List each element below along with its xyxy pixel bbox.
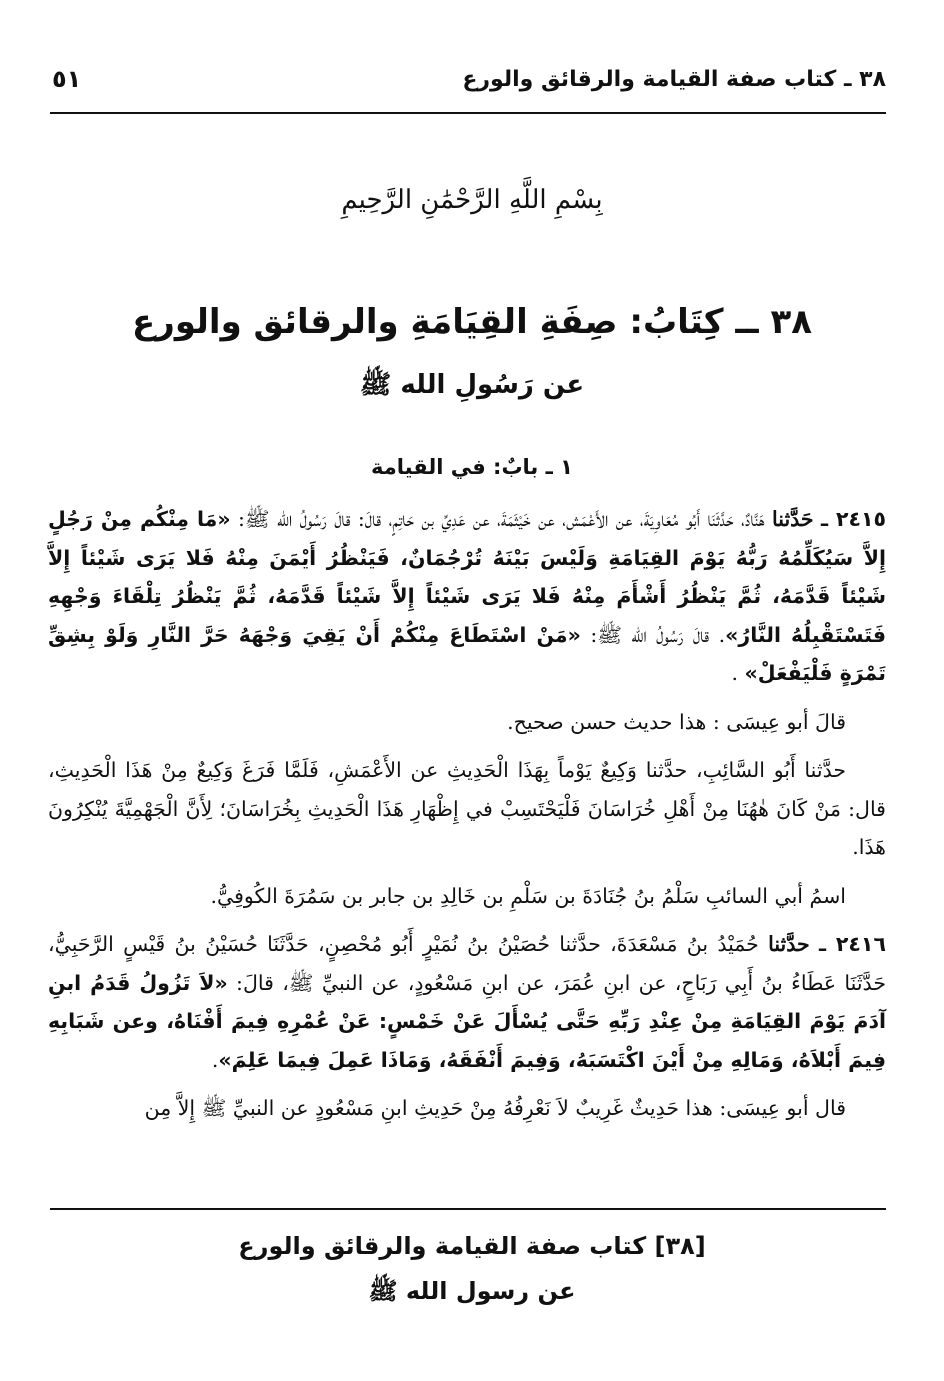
chapter-heading: ١ ـ بابٌ: في القيامة [371,455,573,479]
footer-title: [٣٨] كتاب صفة القيامة والرقائق والورع [238,1232,706,1260]
hadith-end: . [211,1047,219,1072]
book-title: ٣٨ ــ كِتَابُ: صِفَةِ القِيَامَةِ والرقائق والورع [132,302,812,342]
hadith-2415 [48,500,886,693]
hadith-isnad: هَنَّادٌ، حَدَّثَنَا أَبُو مُعَاوِيَةَ، عن الأَعْمَش، عن خَيْثَمَةَ، عن عَدِيِّ بن حَاتِمٍ، قالَ: قالَ رَسُولُ الله ﷺ: [230,507,773,531]
haddathana-word: حدَّثنا [768,932,810,956]
hadith-matn: «لاَ تَزُولُ قَدَمُ ابنِ آدَمَ يَوْمَ القِيَامَةِ مِنْ عِنْدِ رَبِّهِ حَتَّى يُسْأَلَ عَنْ خَمْسٍ: عَنْ عُمْرِهِ فِيمَ أَفْنَاهُ، وعن شَبَابِهِ فِيمَ أَبْلاَهُ، وَمَالِهِ مِنْ أَيْنَ اكْتَسَبَهُ، وَفِيمَ أَنْفَقَهُ، وَمَاذَا عَمِلَ فِيمَا عَلِمَ» [48,970,886,1072]
footer-rule [50,1208,886,1210]
running-header [52,62,886,96]
header-rule [50,112,886,114]
tirmidhi-comment-2415: قالَ أبو عِيسَى : هذا حديث حسن صحيح. [507,709,846,734]
basmala: بِسْمِ اللَّهِ الرَّحْمَٰنِ الرَّحِيمِ [341,185,603,215]
hadith-2416 [48,925,886,1079]
book-subtitle: عن رَسُولِ الله ﷺ [359,370,585,400]
hadith-matn-second: «مَنْ اسْتَطَاعَ مِنْكُمْ أَنْ يَقِيَ وَجْهَهُ حَرَّ النَّارِ وَلَوْ بِشِقِّ تَمْرَةٍ فَلْيَفْعَلْ» [48,622,886,685]
hadith-matn: «مَا مِنْكُم مِنْ رَجُلٍ إِلاَّ سَيُكَلِّمُهُ رَبُّهُ يَوْمَ القِيَامَةِ وَلَيْسَ بَيْنَهُ تُرْجُمَانٌ، فَيَنْظُرُ أَيْمَنَ مِنْهُ فَلا يَرَى شَيْئاً إِلاَّ شَيْئاً قَدَّمَهُ، ثُمَّ يَنْظُرُ أَشْأَمَ مِنْهُ فَلا يَرَى شَيْئاً إِلاَّ شَيْئاً قَدَّمَهُ، ثُمَّ يَنْظُرُ تِلْقَاءَ وَجْهِهِ فَتَسْتَقْبِلُهُ النَّارُ» [48,507,886,647]
hadith-end: . [731,661,745,685]
haddathana-word: حَدَّثنا [772,507,814,531]
hadith-connector: . قالَ رَسُولُ الله ﷺ: [580,622,726,647]
narrator-name-note: اسمُ أبي السائبِ سَلْمُ بنُ جُنَادَةَ بن سَلْمِ بن خَالِدِ بن جابر بن سَمُرَةَ الكُوفِيُّ. [210,883,846,908]
hadith-number: ٢٤١٥ ـ [820,507,886,531]
hadith-number: ٢٤١٦ ـ [818,932,886,956]
footer-subtitle: عن رسول الله ﷺ [368,1277,576,1305]
addendum-narration: حدَّثنا أَبُو السَّائِبِ، حدَّثنا وَكِيعٌ يَوْماً بِهَذَا الْحَدِيثِ عن الأَعْمَشِ، فَلَمَّا فَرَغَ وَكِيعٌ مِنْ هَذَا الْحَدِيثِ، قال: مَنْ كَانَ هٰهُنَا مِنْ أَهْلِ خُرَاسَانَ فَلْيَحْتَسِبْ في إِظْهَارِ هَذَا الْحَدِيثِ بِخُرَاسَانَ؛ لِأَنَّ الْجَهْمِيَّةَ يُنْكِرُونَ هَذَا. [48,758,886,859]
page-number: ٥١ [52,65,82,93]
running-title: ٣٨ ـ كتاب صفة القيامة والرقائق والورع [462,66,886,92]
hadith-isnad: حُمَيْدُ بنُ مَسْعَدَةَ، حدَّثنا حُصَيْنُ بنُ نُمَيْرٍ أَبُو مُحْصِنٍ، حَدَّثَنَا حُسَيْنُ بنُ قَيْسٍ الرَّحَبِيُّ، حَدَّثَنَا عَطَاءُ بنُ أَبِي رَبَاحٍ، عن ابنِ عُمَرَ، عن ابنِ مَسْعُودٍ، عن النبيِّ ﷺ، قالَ: [48,932,886,995]
tirmidhi-comment-2416: قال أبو عِيسَى: هذا حَدِيثٌ غَرِيبٌ لاَ نَعْرِفُهُ مِنْ حَدِيثِ ابنِ مَسْعُودٍ عن النبيِّ ﷺ إِلاَّ مِن [144,1096,846,1120]
body-text [48,500,886,1138]
